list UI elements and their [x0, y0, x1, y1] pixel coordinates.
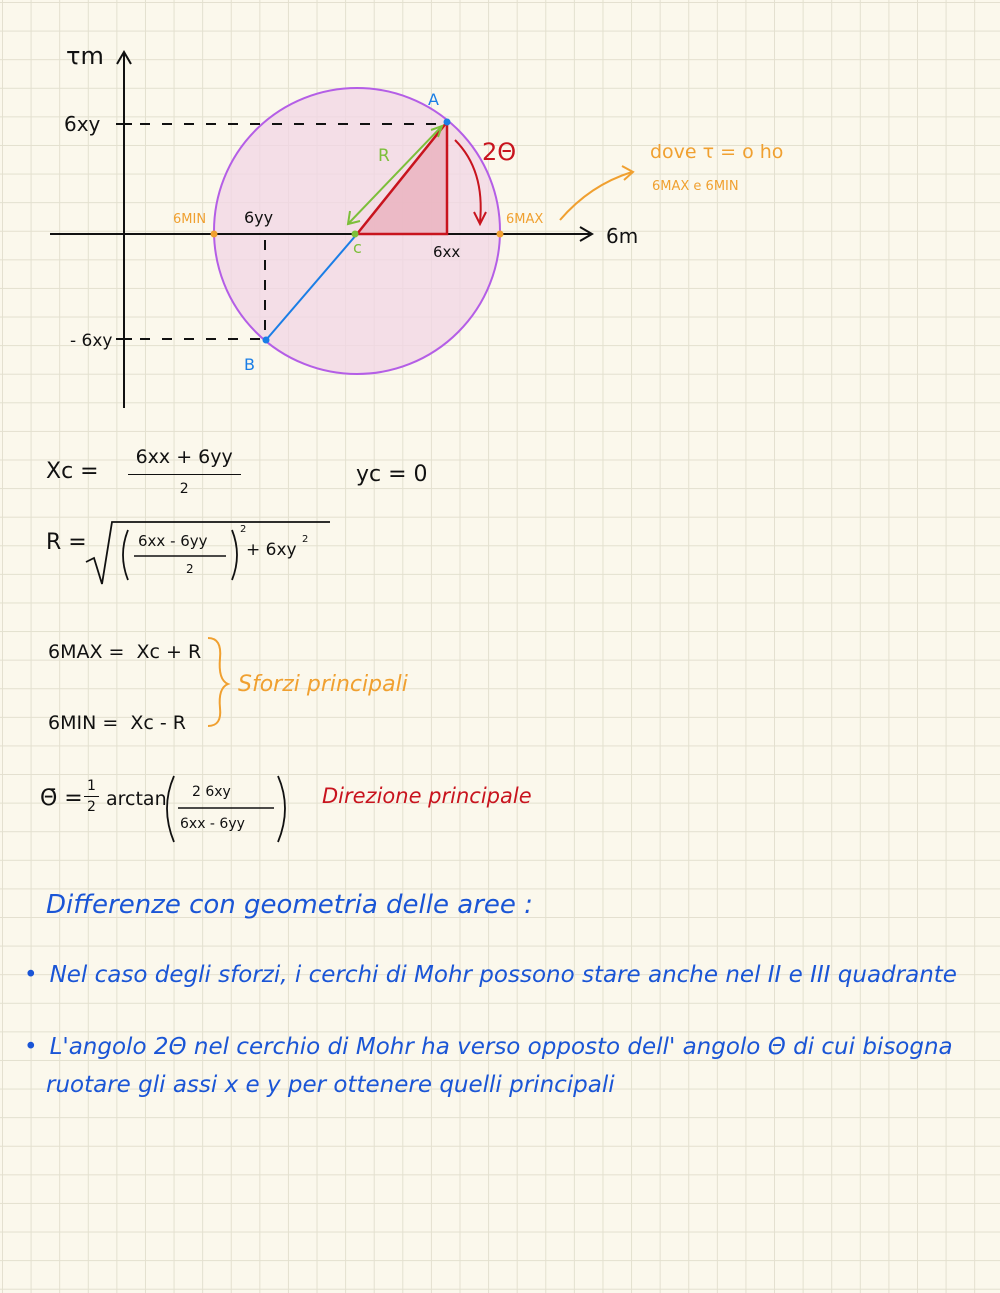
point-c-dot — [352, 231, 359, 238]
theta-half-den: 2 — [87, 799, 96, 815]
label-radius: R — [378, 146, 390, 166]
mohr-circle — [214, 88, 500, 374]
bullet-2 — [24, 1034, 953, 1060]
formula-smax: 6MAX = Xc + R — [48, 641, 202, 663]
label-point-c: c — [353, 238, 362, 257]
annotation-line2: 6MAX e 6MIN — [652, 179, 739, 194]
xc-fraction — [128, 446, 241, 497]
tau-axis-label: τm — [66, 42, 104, 70]
formula-yc: yc = 0 — [356, 462, 428, 487]
annotation-arrow — [560, 172, 632, 220]
smin-dot — [211, 231, 218, 238]
theta-lhs: Θ̄ = — [40, 786, 83, 811]
label-syy: 6yy — [244, 208, 274, 227]
formula-xc — [46, 446, 241, 497]
direzione-principale-label: Direzione principale — [322, 784, 532, 808]
sigma-axis-label: 6m — [606, 224, 639, 248]
bullet-1 — [24, 962, 957, 988]
r-lhs: R = — [46, 530, 87, 555]
theta-half-num: 1 — [84, 778, 99, 797]
differences-heading: Differenze con geometria delle aree : — [46, 890, 533, 920]
r-inner-numerator: 6xx - 6yy — [138, 532, 208, 550]
label-point-b: B — [244, 355, 255, 374]
bullet-2-line2: ruotare gli assi x e y per ottenere quelli principali — [46, 1072, 615, 1098]
formula-theta — [40, 770, 300, 850]
bullet-2-text-line1: L'angolo 2Θ nel cerchio di Mohr ha verso opposto dell' angolo Θ di cui bisogna — [49, 1034, 953, 1060]
tick-label-neg-sxy: - 6xy — [70, 331, 113, 351]
curly-brace — [204, 634, 234, 730]
theta-denominator: 6xx - 6yy — [180, 816, 245, 832]
label-angle: 2Θ — [482, 138, 517, 166]
point-a-dot — [444, 119, 451, 126]
label-smax: 6MAX — [506, 212, 544, 227]
label-smin: 6MIN — [173, 212, 207, 227]
xc-denominator: 2 — [179, 481, 189, 497]
mohr-circle-diagram — [0, 0, 1000, 440]
label-sxx: 6xx — [433, 243, 461, 261]
tick-label-sxy: 6xy — [64, 112, 101, 136]
xc-lhs: Xc = — [46, 459, 99, 484]
label-point-a: A — [428, 90, 439, 109]
smax-dot — [497, 231, 504, 238]
formula-smin: 6MIN = Xc - R — [48, 712, 186, 734]
point-b-dot — [263, 337, 270, 344]
xc-numerator: 6xx + 6yy — [128, 446, 241, 475]
bullet-1-text: Nel caso degli sforzi, i cerchi di Mohr possono stare anche nel II e III quadrante — [49, 962, 957, 988]
theta-parens — [160, 770, 300, 850]
theta-arctan: arctan — [106, 788, 167, 810]
theta-numerator: 2 6xy — [192, 784, 231, 800]
r-plus-sxy: + 6xy — [246, 540, 297, 560]
r-inner-denominator: 2 — [186, 562, 194, 576]
theta-half — [84, 778, 99, 815]
annotation-line1: dove τ = o ho — [650, 141, 784, 163]
r-exponent: 2 — [240, 524, 247, 535]
sforzi-principali-label: Sforzi principali — [238, 672, 408, 697]
bullet-dot-2: • — [24, 1034, 38, 1060]
bullet-dot-1: • — [24, 962, 38, 988]
r-exponent2: 2 — [302, 534, 309, 545]
